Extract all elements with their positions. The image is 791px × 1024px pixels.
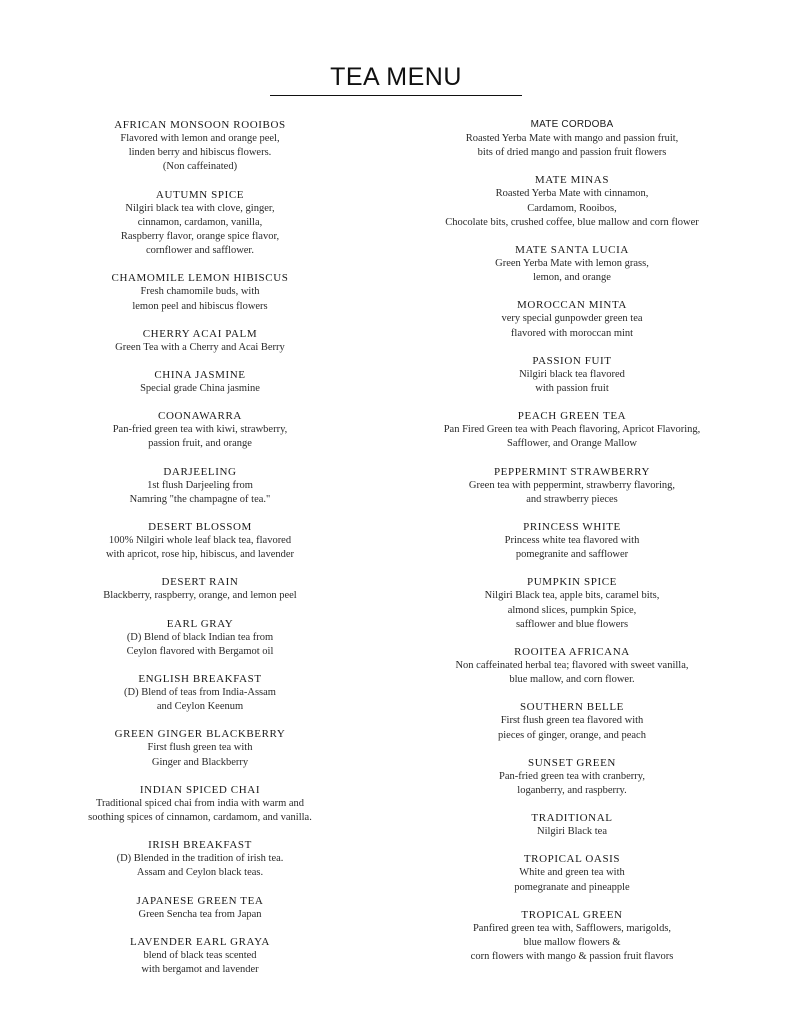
menu-item-description — [48, 852, 352, 880]
menu-item — [416, 298, 728, 340]
menu-item — [48, 617, 352, 659]
description-line: with bergamot and lavender — [141, 964, 259, 976]
menu-item-name: CHINA JASMINE — [154, 369, 246, 382]
description-line: almond slices, pumpkin Spice, — [507, 604, 637, 616]
menu-item — [48, 409, 352, 451]
description-line: Pan Fired Green tea with Peach flavoring, Apricot Flavoring, — [443, 424, 701, 436]
menu-item-description — [416, 589, 728, 632]
description-line: 100% Nilgiri whole leaf black tea, flavored — [108, 535, 292, 547]
description-line: (D) Blended in the tradition of irish tea. — [116, 853, 284, 865]
menu-item-description — [416, 770, 728, 798]
description-line: Ginger and Blackberry — [151, 756, 249, 768]
menu-item — [416, 520, 728, 562]
description-line: lemon, and orange — [533, 272, 611, 284]
menu-item-name: MATE CORDOBA — [530, 119, 614, 130]
description-line: White and green tea with — [519, 867, 625, 879]
description-line: Princess white tea flavored with — [504, 535, 640, 547]
description-line: Roasted Yerba Mate with mango and passion fruit, — [465, 133, 679, 144]
description-line: Pan-fried green tea with kiwi, strawberry, — [112, 424, 288, 436]
menu-item-description — [48, 285, 352, 313]
menu-item-name: JAPANESE GREEN TEA — [136, 894, 264, 907]
menu-item-name: PUMPKIN SPICE — [526, 576, 617, 589]
menu-item-name: CHAMOMILE LEMON HIBISCUS — [111, 272, 289, 285]
description-line: blue mallow flowers & — [523, 937, 621, 949]
description-line: linden berry and hibiscus flowers. — [128, 147, 272, 159]
menu-item-name: CHERRY ACAI PALM — [142, 327, 258, 340]
description-line: 1st flush Darjeeling from — [147, 479, 253, 491]
description-line: and strawberry pieces — [526, 493, 618, 505]
menu-item — [48, 118, 352, 175]
menu-item — [48, 783, 352, 825]
description-line: Panfired green tea with, Safflowers, marigolds, — [472, 922, 672, 934]
menu-item-name: ROOITEA AFRICANA — [514, 646, 630, 659]
description-line: Nilgiri Black tea — [537, 826, 607, 838]
menu-item-description — [48, 741, 352, 769]
menu-item-name: IRISH BREAKFAST — [148, 839, 252, 852]
menu-item — [416, 811, 728, 839]
menu-item-description — [416, 659, 728, 687]
description-line: blue mallow, and corn flower. — [509, 674, 635, 686]
menu-item — [48, 727, 352, 769]
menu-item-description — [48, 908, 352, 922]
page-title: TEA MENU — [330, 63, 462, 91]
description-line: loganberry, and raspberry. — [517, 785, 627, 797]
description-line: (Non caffeinated) — [162, 161, 238, 173]
description-line: flavored with moroccan mint — [510, 327, 634, 339]
menu-item-description — [48, 479, 352, 507]
left-menu-column — [48, 118, 352, 990]
menu-item-description — [416, 423, 728, 451]
description-line: Non caffeinated herbal tea; flavored with sweet vanilla, — [455, 660, 689, 672]
menu-item-description — [416, 257, 728, 285]
menu-item-description — [48, 686, 352, 714]
description-line: passion fruit, and orange — [148, 438, 252, 450]
menu-item-description — [416, 922, 728, 965]
menu-item-description — [48, 589, 352, 603]
menu-item — [416, 118, 728, 160]
description-line: pomegranate and pineapple — [514, 881, 630, 893]
menu-item-description — [48, 202, 352, 259]
menu-item-name: PASSION FUIT — [532, 354, 612, 367]
menu-item-description — [416, 825, 728, 839]
description-line: Chocolate bits, crushed coffee, blue mallow and corn flower — [445, 216, 699, 228]
menu-item-description — [416, 866, 728, 894]
description-line: Cardamom, Rooibos, — [527, 202, 617, 214]
menu-item-name: PEPPERMINT STRAWBERRY — [493, 465, 651, 478]
description-line: lemon peel and hibiscus flowers — [132, 300, 268, 312]
description-line: Blackberry, raspberry, orange, and lemon peel — [103, 590, 297, 602]
menu-item-description — [48, 423, 352, 451]
description-line: First flush green tea flavored with — [500, 715, 644, 727]
description-line: corn flowers with mango & passion fruit flavors — [470, 951, 674, 963]
description-line: Green tea with peppermint, strawberry flavoring, — [468, 479, 676, 491]
menu-item-name: MATE SANTA LUCIA — [515, 244, 629, 257]
menu-item-name: ENGLISH BREAKFAST — [138, 673, 262, 686]
menu-item-name: PRINCESS WHITE — [523, 521, 621, 534]
menu-item-name: INDIAN SPICED CHAI — [139, 783, 261, 796]
description-line: safflower and blue flowers — [515, 618, 629, 630]
description-line: Green Yerba Mate with lemon grass, — [495, 258, 649, 270]
description-line: Nilgiri Black tea, apple bits, caramel bits, — [484, 590, 660, 602]
menu-item — [48, 327, 352, 355]
description-line: with apricot, rose hip, hibiscus, and lavender — [105, 549, 295, 561]
description-line: Nilgiri black tea with clove, ginger, — [125, 202, 275, 214]
menu-item — [416, 409, 728, 451]
description-line: and Ceylon Keenum — [156, 701, 244, 713]
menu-item-description — [48, 631, 352, 659]
menu-item — [416, 575, 728, 632]
menu-item — [48, 935, 352, 977]
description-line: with passion fruit — [535, 383, 609, 395]
description-line: Nilgiri black tea flavored — [519, 368, 625, 380]
menu-item-name: TROPICAL OASIS — [523, 853, 621, 866]
description-line: Special grade China jasmine — [140, 383, 260, 395]
description-line: cornflower and safflower. — [146, 245, 254, 257]
menu-item-description — [416, 368, 728, 396]
menu-item-description — [48, 797, 352, 825]
menu-item-description — [416, 714, 728, 742]
menu-item-name: SOUTHERN BELLE — [519, 701, 625, 714]
menu-item-name: MOROCCAN MINTA — [517, 299, 627, 312]
description-line: cinnamon, cardamon, vanilla, — [137, 216, 263, 228]
menu-item — [416, 756, 728, 798]
menu-item-name: GREEN GINGER BLACKBERRY — [114, 728, 286, 741]
description-line: Raspberry flavor, orange spice flavor, — [120, 231, 280, 243]
description-line: bits of dried mango and passion fruit flowers — [477, 147, 667, 159]
description-line: pieces of ginger, orange, and peach — [498, 729, 646, 741]
description-line: Green Tea with a Cherry and Acai Berry — [115, 341, 285, 353]
description-line: blend of black teas scented — [143, 949, 257, 961]
menu-item-description — [48, 132, 352, 175]
menu-item-description — [416, 187, 728, 230]
menu-item-name: AFRICAN MONSOON ROOIBOS — [114, 119, 286, 131]
description-line: (D) Blend of black Indian tea from — [126, 631, 274, 643]
menu-item-description — [48, 382, 352, 396]
description-line: Assam and Ceylon black teas. — [136, 867, 264, 879]
menu-item — [416, 173, 728, 230]
menu-item-name: DARJEELING — [163, 465, 237, 478]
menu-item-name: TROPICAL GREEN — [521, 908, 623, 921]
description-line: (D) Blend of teas from India-Assam — [124, 687, 276, 699]
menu-item-description — [416, 312, 728, 340]
menu-item — [48, 188, 352, 259]
menu-item-description — [48, 949, 352, 977]
menu-item-name: DESERT BLOSSOM — [148, 521, 252, 534]
description-line: Traditional spiced chai from india with warm and — [95, 797, 305, 809]
menu-item — [48, 575, 352, 603]
description-line: soothing spices of cinnamon, cardamom, and vanilla. — [88, 812, 312, 824]
title-underline — [270, 95, 522, 96]
description-line: Safflower, and Orange Mallow — [506, 438, 637, 450]
description-line: Namring "the champagne of tea." — [129, 493, 271, 505]
menu-item-description — [416, 479, 728, 507]
description-line: Fresh chamomile buds, with — [140, 286, 260, 298]
menu-item — [416, 700, 728, 742]
menu-item — [416, 465, 728, 507]
menu-item — [48, 271, 352, 313]
description-line: very special gunpowder green tea — [501, 313, 643, 325]
menu-item-description — [48, 341, 352, 355]
menu-item — [48, 672, 352, 714]
description-line: pomegranite and safflower — [515, 549, 629, 561]
menu-item-name: EARL GRAY — [166, 617, 234, 630]
menu-item-name: AUTUMN SPICE — [155, 188, 245, 201]
menu-item — [48, 894, 352, 922]
menu-item — [48, 838, 352, 880]
menu-item — [48, 465, 352, 507]
right-menu-column — [416, 118, 728, 978]
menu-item — [48, 520, 352, 562]
menu-item-name: MATE MINAS — [534, 174, 610, 187]
menu-item — [416, 354, 728, 396]
menu-item-name: SUNSET GREEN — [528, 756, 616, 769]
description-line: Flavored with lemon and orange peel, — [120, 133, 280, 144]
menu-item-description — [416, 132, 728, 160]
menu-item-name: PEACH GREEN TEA — [517, 410, 627, 423]
menu-item-name: COONAWARRA — [158, 410, 242, 423]
menu-item-name: DESERT RAIN — [161, 576, 239, 589]
description-line: Ceylon flavored with Bergamot oil — [126, 645, 274, 657]
menu-item — [416, 852, 728, 894]
menu-item-name: LAVENDER EARL GRAYA — [130, 935, 270, 948]
description-line: First flush green tea with — [147, 742, 253, 754]
menu-item-description — [416, 534, 728, 562]
menu-item-description — [48, 534, 352, 562]
menu-item — [416, 908, 728, 965]
menu-item — [416, 645, 728, 687]
menu-item-name: TRADITIONAL — [531, 812, 613, 825]
description-line: Pan-fried green tea with cranberry, — [499, 770, 645, 782]
description-line: Roasted Yerba Mate with cinnamon, — [495, 188, 649, 200]
description-line: Green Sencha tea from Japan — [138, 908, 262, 920]
menu-item — [48, 368, 352, 396]
menu-item — [416, 243, 728, 285]
